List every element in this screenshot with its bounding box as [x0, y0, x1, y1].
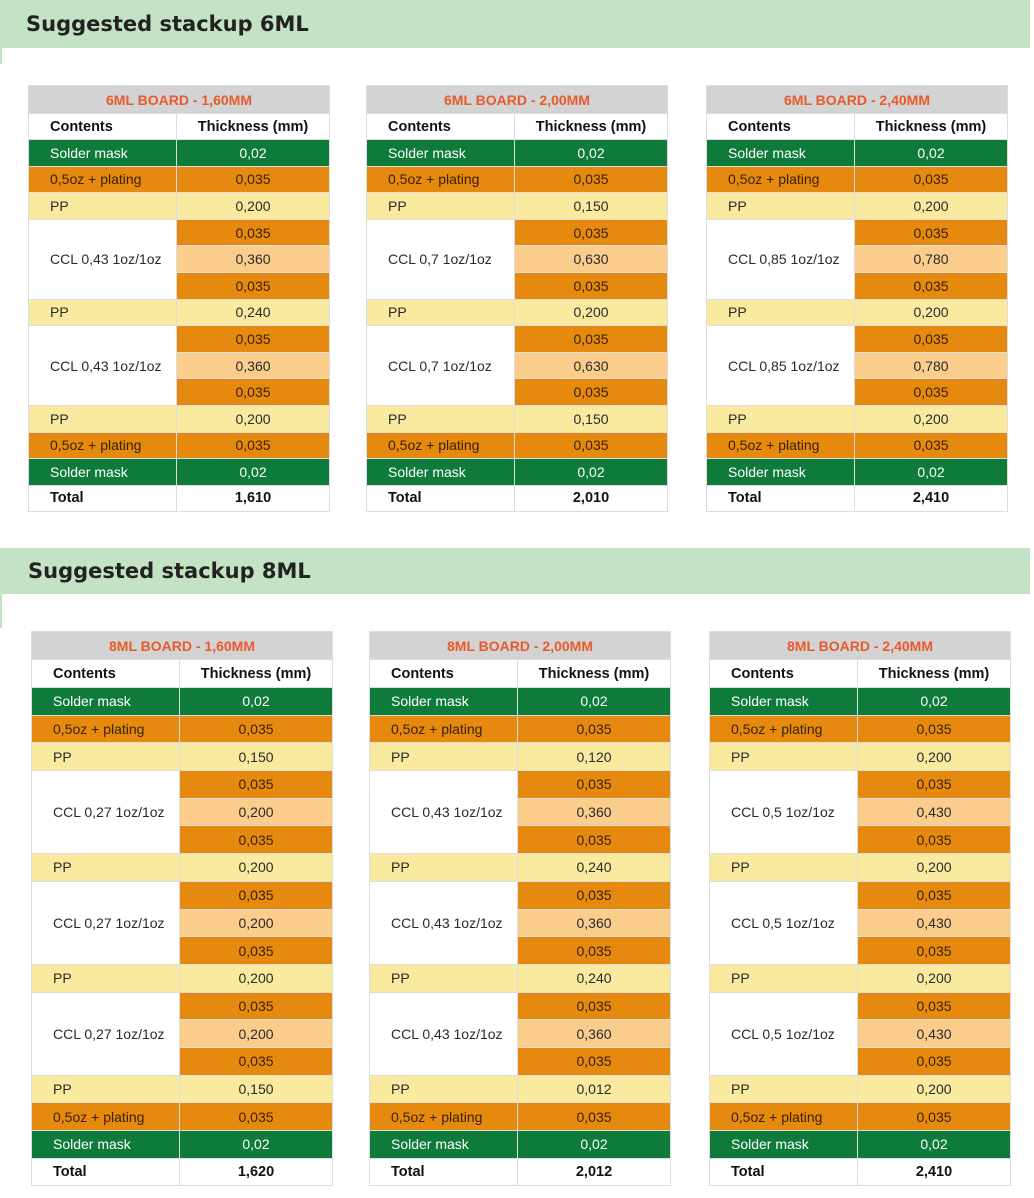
layer-thickness: 0,035 — [518, 937, 671, 965]
layer-thickness: 0,035 — [855, 272, 1008, 299]
column-header-contents: Contents — [367, 114, 515, 140]
layer-thickness: 0,200 — [855, 405, 1008, 432]
table-row — [710, 992, 1011, 1020]
layer-thickness: 0,035 — [855, 432, 1008, 459]
layer-thickness: 0,200 — [180, 1020, 333, 1048]
table-row — [32, 1131, 333, 1159]
layer-name: Solder mask — [32, 688, 180, 716]
layer-name: CCL 0,7 1oz/1oz — [367, 219, 515, 299]
total-value: 1,620 — [180, 1158, 333, 1185]
layer-name: 0,5oz + plating — [367, 166, 515, 193]
layer-name: Solder mask — [370, 688, 518, 716]
layer-thickness: 0,035 — [858, 992, 1011, 1020]
total-row — [367, 485, 668, 511]
layer-name: 0,5oz + plating — [29, 166, 177, 193]
column-header-thickness: Thickness (mm) — [858, 660, 1011, 688]
table-row — [367, 166, 668, 193]
table-row — [32, 1075, 333, 1103]
layer-thickness: 0,035 — [180, 771, 333, 799]
layer-name: CCL 0,43 1oz/1oz — [370, 881, 518, 964]
table-row — [29, 193, 330, 220]
table-title-row — [367, 86, 668, 114]
layer-thickness: 0,035 — [180, 937, 333, 965]
table-row — [710, 743, 1011, 771]
layer-thickness: 0,200 — [180, 909, 333, 937]
layer-name: PP — [710, 854, 858, 882]
layer-thickness: 0,150 — [515, 193, 668, 220]
layer-name: PP — [32, 1075, 180, 1103]
total-row — [29, 485, 330, 511]
layer-thickness: 0,035 — [177, 272, 330, 299]
section-header-6ml — [0, 0, 1030, 48]
layer-thickness: 0,035 — [515, 379, 668, 406]
layer-name: PP — [367, 193, 515, 220]
table-row — [29, 459, 330, 486]
table-title: 8ML BOARD - 2,40MM — [710, 632, 1011, 660]
layer-thickness: 0,035 — [855, 166, 1008, 193]
table-row — [370, 992, 671, 1020]
column-header-row — [367, 114, 668, 140]
layer-name: Solder mask — [367, 459, 515, 486]
layer-thickness: 0,02 — [177, 140, 330, 167]
layer-name: PP — [367, 405, 515, 432]
layer-thickness: 0,035 — [518, 992, 671, 1020]
layer-name: CCL 0,85 1oz/1oz — [707, 219, 855, 299]
header-accent — [0, 48, 2, 64]
table-row — [710, 715, 1011, 743]
table-row — [710, 854, 1011, 882]
table-row — [370, 964, 671, 992]
layer-name: 0,5oz + plating — [370, 1103, 518, 1131]
layer-thickness: 0,035 — [515, 166, 668, 193]
table-row — [32, 715, 333, 743]
layer-name: PP — [707, 193, 855, 220]
layer-name: PP — [710, 743, 858, 771]
layer-name: CCL 0,5 1oz/1oz — [710, 771, 858, 854]
layer-name: CCL 0,27 1oz/1oz — [32, 771, 180, 854]
stackup-table — [706, 85, 1008, 512]
layer-thickness: 0,02 — [180, 688, 333, 716]
column-header-contents: Contents — [707, 114, 855, 140]
table-row — [707, 219, 1008, 246]
layer-thickness: 0,035 — [515, 272, 668, 299]
table-row — [707, 459, 1008, 486]
layer-thickness: 0,035 — [180, 1103, 333, 1131]
column-header-contents: Contents — [32, 660, 180, 688]
table-row — [710, 1131, 1011, 1159]
layer-name: PP — [710, 1075, 858, 1103]
table-row — [367, 299, 668, 326]
table-row — [707, 405, 1008, 432]
layer-thickness: 0,02 — [518, 688, 671, 716]
layer-thickness: 0,430 — [858, 1020, 1011, 1048]
table-row — [29, 326, 330, 353]
layer-name: Solder mask — [32, 1131, 180, 1159]
section-title: Suggested stackup 6ML — [26, 12, 309, 36]
layer-name: Solder mask — [29, 140, 177, 167]
table-row — [707, 193, 1008, 220]
table-row — [707, 432, 1008, 459]
layer-thickness: 0,240 — [518, 854, 671, 882]
total-row — [370, 1158, 671, 1185]
layer-name: PP — [710, 964, 858, 992]
table-title-row — [32, 632, 333, 660]
layer-thickness: 0,02 — [515, 459, 668, 486]
layer-thickness: 0,02 — [858, 688, 1011, 716]
total-label: Total — [367, 485, 515, 511]
layer-name: Solder mask — [367, 140, 515, 167]
table-row — [370, 688, 671, 716]
layer-name: PP — [367, 299, 515, 326]
table-row — [32, 881, 333, 909]
table-row — [32, 992, 333, 1020]
layer-thickness: 0,035 — [858, 937, 1011, 965]
layer-thickness: 0,035 — [858, 826, 1011, 854]
table-row — [370, 743, 671, 771]
stackup-table — [28, 85, 330, 512]
layer-thickness: 0,035 — [518, 715, 671, 743]
layer-name: PP — [32, 854, 180, 882]
layer-thickness: 0,150 — [180, 1075, 333, 1103]
table-row — [367, 405, 668, 432]
stackup-table — [366, 85, 668, 512]
layer-thickness: 0,150 — [180, 743, 333, 771]
layer-thickness: 0,035 — [177, 326, 330, 353]
layer-thickness: 0,200 — [515, 299, 668, 326]
column-header-thickness: Thickness (mm) — [515, 114, 668, 140]
layer-thickness: 0,200 — [858, 854, 1011, 882]
table-row — [367, 193, 668, 220]
table-row — [32, 854, 333, 882]
layer-thickness: 0,02 — [858, 1131, 1011, 1159]
table-row — [370, 1131, 671, 1159]
layer-thickness: 0,035 — [177, 432, 330, 459]
total-value: 2,410 — [855, 485, 1008, 511]
layer-name: CCL 0,43 1oz/1oz — [29, 326, 177, 406]
table-row — [367, 432, 668, 459]
table-row — [32, 964, 333, 992]
layer-name: CCL 0,7 1oz/1oz — [367, 326, 515, 406]
layer-name: PP — [370, 964, 518, 992]
table-row — [32, 771, 333, 799]
layer-thickness: 0,035 — [858, 715, 1011, 743]
layer-thickness: 0,035 — [855, 219, 1008, 246]
layer-name: 0,5oz + plating — [367, 432, 515, 459]
column-header-row — [32, 660, 333, 688]
layer-thickness: 0,200 — [855, 299, 1008, 326]
column-header-thickness: Thickness (mm) — [518, 660, 671, 688]
layer-thickness: 0,200 — [858, 743, 1011, 771]
table-row — [367, 219, 668, 246]
layer-thickness: 0,035 — [858, 771, 1011, 799]
table-row — [710, 964, 1011, 992]
total-label: Total — [29, 485, 177, 511]
total-value: 2,410 — [858, 1158, 1011, 1185]
table-title-row — [29, 86, 330, 114]
header-accent — [0, 594, 2, 628]
table-title: 8ML BOARD - 1,60MM — [32, 632, 333, 660]
table-title-row — [707, 86, 1008, 114]
layer-name: PP — [32, 964, 180, 992]
layer-thickness: 0,200 — [855, 193, 1008, 220]
layer-name: 0,5oz + plating — [707, 166, 855, 193]
layer-thickness: 0,035 — [855, 379, 1008, 406]
table-row — [707, 326, 1008, 353]
layer-thickness: 0,035 — [515, 219, 668, 246]
layer-thickness: 0,360 — [177, 352, 330, 379]
layer-name: PP — [707, 299, 855, 326]
layer-thickness: 0,780 — [855, 246, 1008, 273]
layer-thickness: 0,200 — [180, 798, 333, 826]
table-row — [367, 326, 668, 353]
total-value: 1,610 — [177, 485, 330, 511]
layer-thickness: 0,035 — [177, 219, 330, 246]
layer-name: CCL 0,27 1oz/1oz — [32, 992, 180, 1075]
table-row — [710, 1075, 1011, 1103]
table-row — [32, 743, 333, 771]
table-row — [370, 771, 671, 799]
layer-thickness: 0,035 — [855, 326, 1008, 353]
layer-name: CCL 0,43 1oz/1oz — [29, 219, 177, 299]
layer-thickness: 0,200 — [858, 1075, 1011, 1103]
section-header-8ml — [0, 548, 1030, 594]
layer-thickness: 0,360 — [518, 798, 671, 826]
layer-thickness: 0,02 — [177, 459, 330, 486]
layer-thickness: 0,035 — [518, 826, 671, 854]
layer-thickness: 0,035 — [858, 881, 1011, 909]
table-row — [367, 459, 668, 486]
layer-thickness: 0,240 — [177, 299, 330, 326]
layer-thickness: 0,630 — [515, 352, 668, 379]
table-row — [710, 771, 1011, 799]
layer-name: PP — [370, 854, 518, 882]
layer-thickness: 0,360 — [518, 1020, 671, 1048]
layer-thickness: 0,02 — [518, 1131, 671, 1159]
layer-thickness: 0,150 — [515, 405, 668, 432]
table-title-row — [710, 632, 1011, 660]
section-title: Suggested stackup 8ML — [28, 559, 311, 583]
total-label: Total — [370, 1158, 518, 1185]
layer-name: CCL 0,5 1oz/1oz — [710, 881, 858, 964]
layer-name: 0,5oz + plating — [29, 432, 177, 459]
table-row — [370, 715, 671, 743]
layer-name: 0,5oz + plating — [710, 1103, 858, 1131]
layer-name: PP — [29, 299, 177, 326]
column-header-thickness: Thickness (mm) — [177, 114, 330, 140]
column-header-thickness: Thickness (mm) — [855, 114, 1008, 140]
layer-thickness: 0,200 — [177, 193, 330, 220]
layer-name: 0,5oz + plating — [370, 715, 518, 743]
table-row — [29, 299, 330, 326]
layer-thickness: 0,012 — [518, 1075, 671, 1103]
layer-thickness: 0,02 — [515, 140, 668, 167]
layer-thickness: 0,02 — [180, 1131, 333, 1159]
layer-name: CCL 0,85 1oz/1oz — [707, 326, 855, 406]
table-row — [370, 854, 671, 882]
layer-name: Solder mask — [710, 688, 858, 716]
table-row — [370, 1075, 671, 1103]
total-label: Total — [32, 1158, 180, 1185]
table-row — [707, 140, 1008, 167]
layer-thickness: 0,035 — [858, 1047, 1011, 1075]
layer-name: CCL 0,27 1oz/1oz — [32, 881, 180, 964]
layer-name: PP — [370, 1075, 518, 1103]
table-row — [707, 299, 1008, 326]
column-header-row — [710, 660, 1011, 688]
total-value: 2,010 — [515, 485, 668, 511]
table-title: 8ML BOARD - 2,00MM — [370, 632, 671, 660]
total-value: 2,012 — [518, 1158, 671, 1185]
layer-thickness: 0,120 — [518, 743, 671, 771]
layer-name: CCL 0,43 1oz/1oz — [370, 992, 518, 1075]
layer-thickness: 0,360 — [518, 909, 671, 937]
layer-thickness: 0,200 — [180, 964, 333, 992]
table-row — [710, 688, 1011, 716]
layer-name: PP — [32, 743, 180, 771]
layer-name: Solder mask — [707, 459, 855, 486]
layer-thickness: 0,035 — [518, 881, 671, 909]
column-header-row — [29, 114, 330, 140]
layer-thickness: 0,360 — [177, 246, 330, 273]
table-row — [29, 166, 330, 193]
layer-thickness: 0,035 — [177, 166, 330, 193]
layer-name: 0,5oz + plating — [32, 1103, 180, 1131]
layer-name: PP — [29, 193, 177, 220]
layer-name: 0,5oz + plating — [710, 715, 858, 743]
layer-name: CCL 0,5 1oz/1oz — [710, 992, 858, 1075]
stackup-table — [369, 631, 671, 1186]
layer-thickness: 0,035 — [180, 826, 333, 854]
layer-thickness: 0,035 — [518, 771, 671, 799]
total-row — [710, 1158, 1011, 1185]
layer-thickness: 0,035 — [177, 379, 330, 406]
layer-thickness: 0,035 — [515, 326, 668, 353]
layer-name: Solder mask — [710, 1131, 858, 1159]
stackup-table — [31, 631, 333, 1186]
column-header-row — [707, 114, 1008, 140]
layer-thickness: 0,200 — [180, 854, 333, 882]
table-title-row — [370, 632, 671, 660]
layer-thickness: 0,035 — [858, 1103, 1011, 1131]
layer-name: 0,5oz + plating — [32, 715, 180, 743]
layer-thickness: 0,035 — [518, 1103, 671, 1131]
table-row — [29, 432, 330, 459]
table-row — [710, 881, 1011, 909]
column-header-contents: Contents — [710, 660, 858, 688]
layer-thickness: 0,035 — [515, 432, 668, 459]
layer-name: PP — [29, 405, 177, 432]
table-row — [370, 881, 671, 909]
layer-thickness: 0,035 — [180, 992, 333, 1020]
layer-name: Solder mask — [29, 459, 177, 486]
table-row — [29, 405, 330, 432]
table-row — [32, 688, 333, 716]
layer-thickness: 0,240 — [518, 964, 671, 992]
table-row — [707, 166, 1008, 193]
table-row — [32, 1103, 333, 1131]
total-row — [32, 1158, 333, 1185]
layer-thickness: 0,200 — [858, 964, 1011, 992]
layer-name: 0,5oz + plating — [707, 432, 855, 459]
column-header-contents: Contents — [370, 660, 518, 688]
layer-thickness: 0,430 — [858, 909, 1011, 937]
total-label: Total — [710, 1158, 858, 1185]
column-header-row — [370, 660, 671, 688]
total-label: Total — [707, 485, 855, 511]
table-title: 6ML BOARD - 1,60MM — [29, 86, 330, 114]
layer-name: CCL 0,43 1oz/1oz — [370, 771, 518, 854]
layer-thickness: 0,780 — [855, 352, 1008, 379]
total-row — [707, 485, 1008, 511]
layer-thickness: 0,430 — [858, 798, 1011, 826]
layer-thickness: 0,035 — [180, 1047, 333, 1075]
layer-name: PP — [707, 405, 855, 432]
table-row — [29, 219, 330, 246]
layer-thickness: 0,02 — [855, 140, 1008, 167]
table-row — [370, 1103, 671, 1131]
layer-thickness: 0,200 — [177, 405, 330, 432]
table-row — [367, 140, 668, 167]
layer-thickness: 0,035 — [180, 881, 333, 909]
table-row — [710, 1103, 1011, 1131]
layer-thickness: 0,035 — [180, 715, 333, 743]
layer-name: Solder mask — [707, 140, 855, 167]
layer-thickness: 0,035 — [518, 1047, 671, 1075]
column-header-thickness: Thickness (mm) — [180, 660, 333, 688]
layer-thickness: 0,02 — [855, 459, 1008, 486]
layer-name: PP — [370, 743, 518, 771]
stackup-table — [709, 631, 1011, 1186]
layer-thickness: 0,630 — [515, 246, 668, 273]
table-title: 6ML BOARD - 2,00MM — [367, 86, 668, 114]
table-row — [29, 140, 330, 167]
column-header-contents: Contents — [29, 114, 177, 140]
table-title: 6ML BOARD - 2,40MM — [707, 86, 1008, 114]
layer-name: Solder mask — [370, 1131, 518, 1159]
